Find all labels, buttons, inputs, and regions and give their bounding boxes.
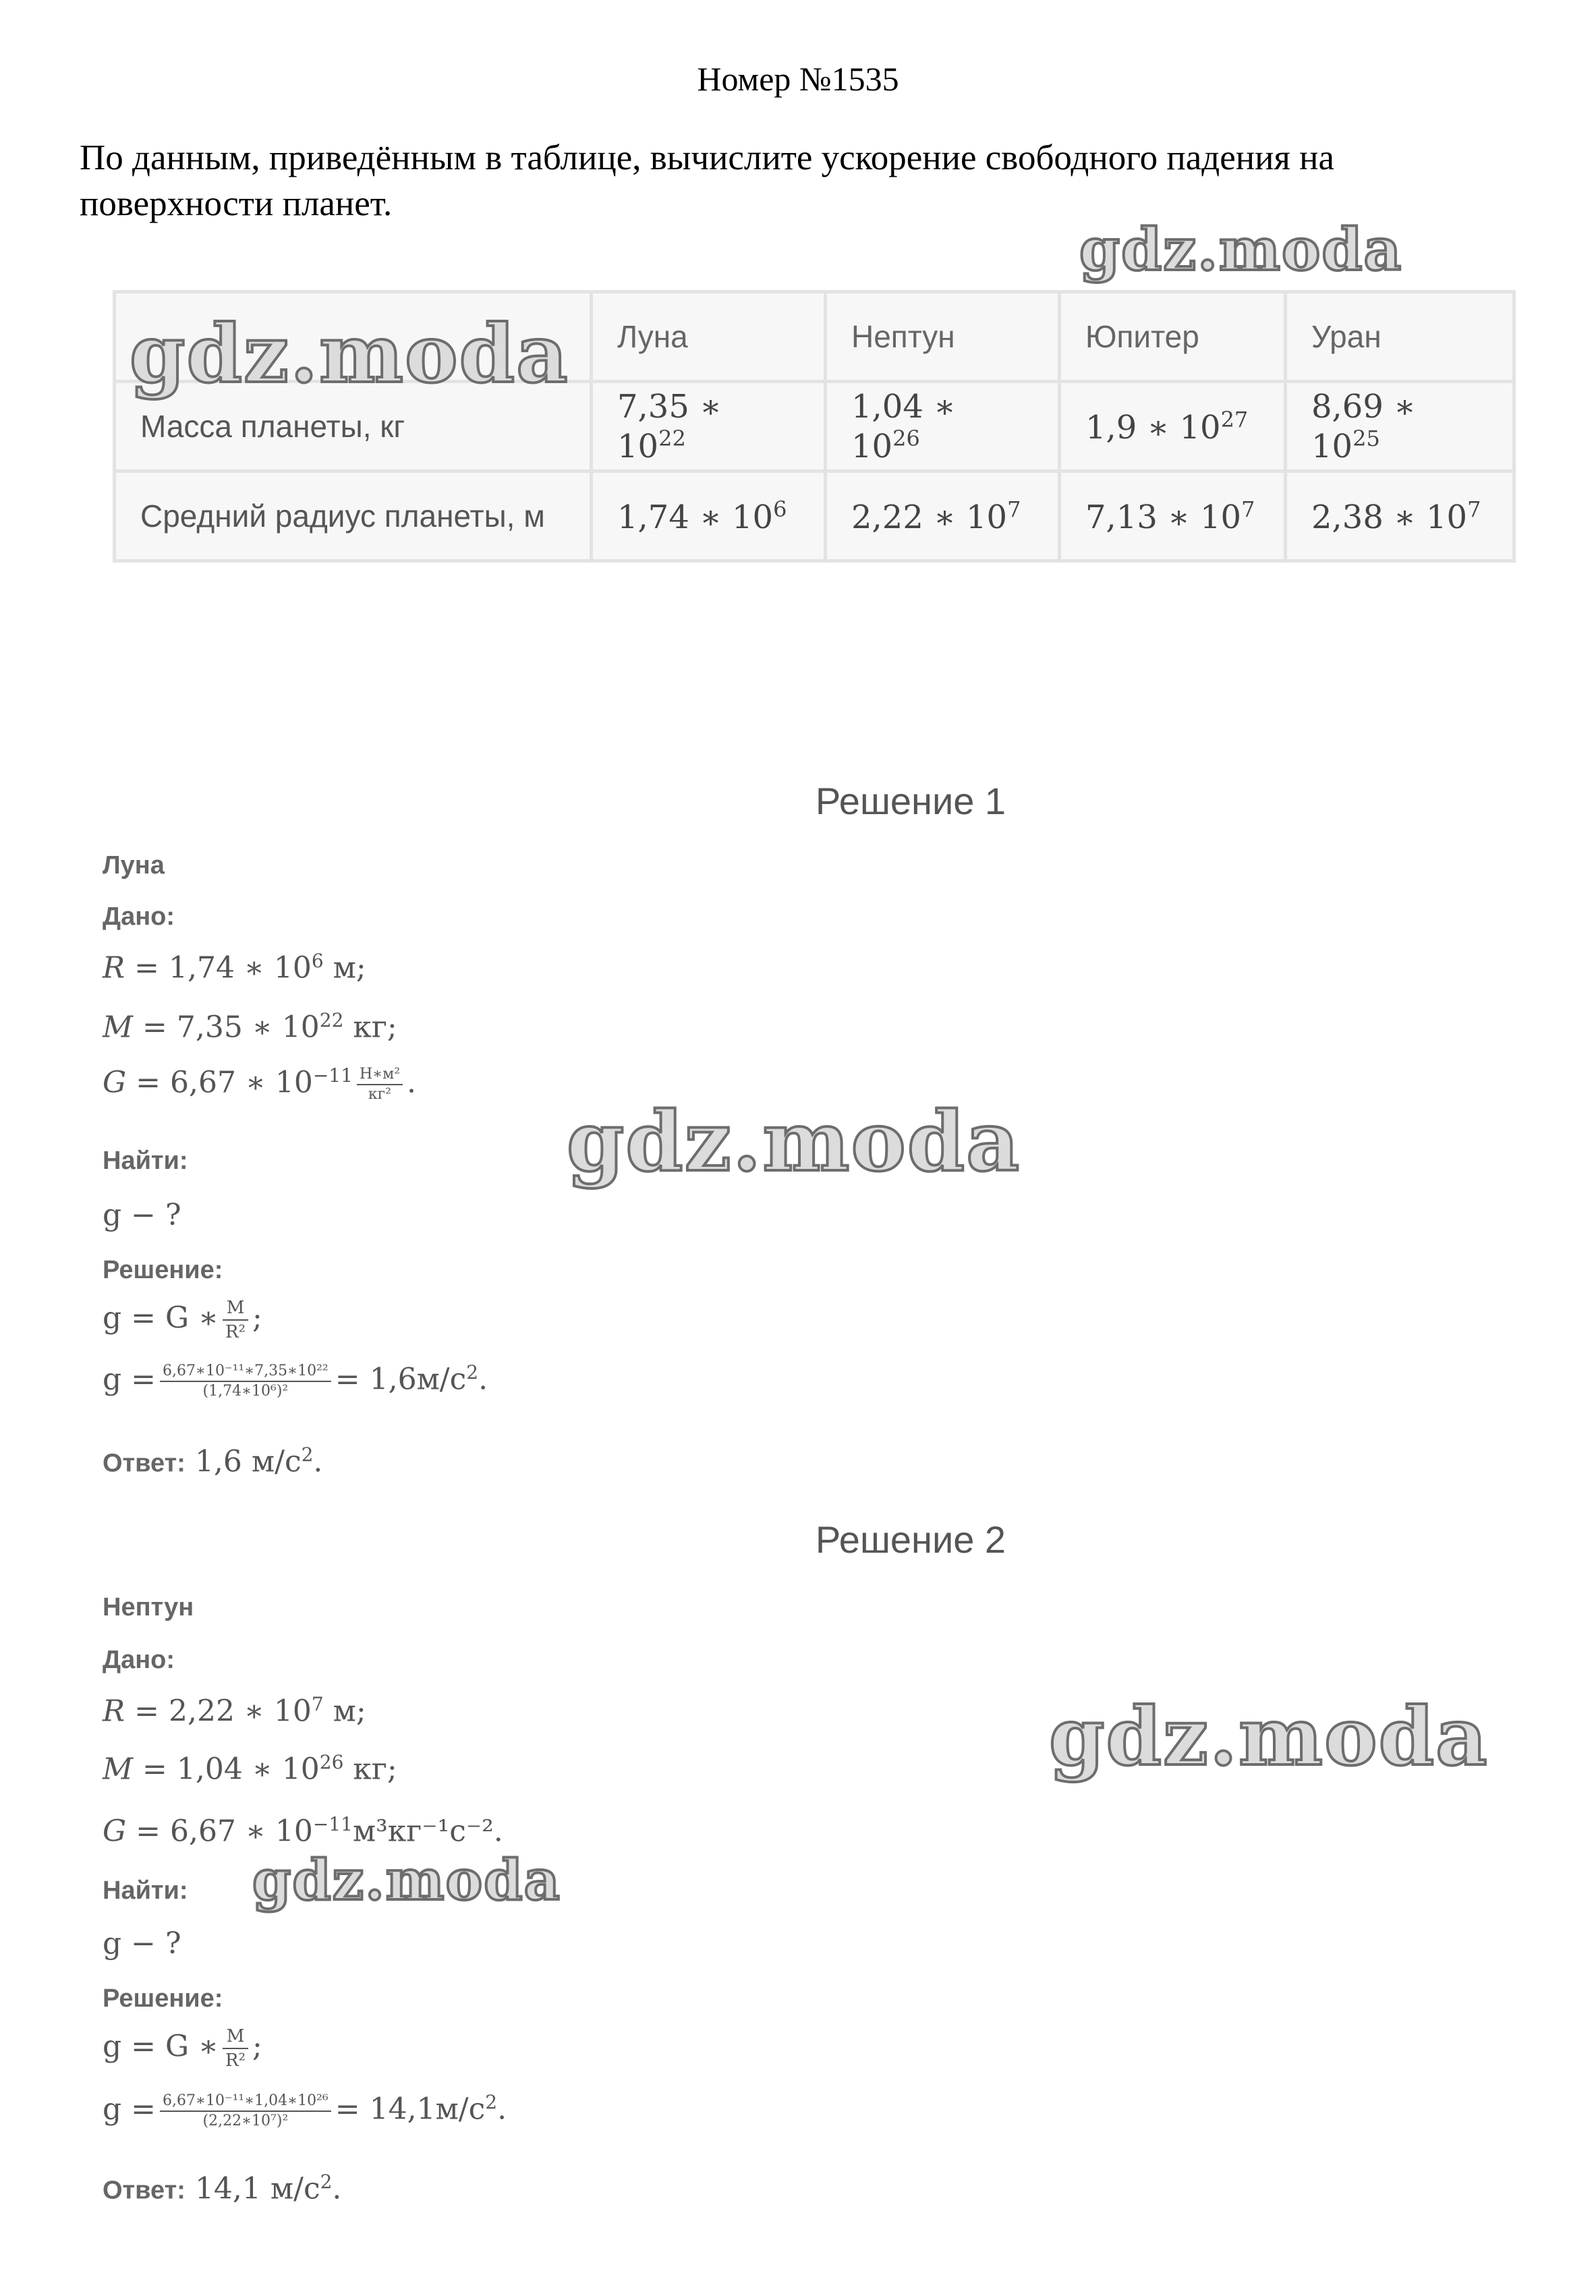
table-cell: 2,22 ∗ $10^7$ <box>826 471 1060 561</box>
gravity-calculation: g = $\frac{\text{6,67∗10⁻¹¹∗1,04∗10²⁶}}{\text{(2,22∗10⁷)²}}$ = $14,1м/с^2$. <box>103 2091 507 2130</box>
table-cell: 8,69 ∗ $10^{25}$ <box>1286 382 1514 471</box>
find-value: g − ? <box>103 1926 181 1961</box>
table-header-cell: Юпитер <box>1060 292 1286 382</box>
solution-1-heading: Решение 1 <box>815 780 1006 822</box>
table-header-cell: Уран <box>1286 292 1514 382</box>
answer-line: Ответ: 1,6 $м/с^2$. <box>103 1443 323 1479</box>
table-row <box>115 471 1514 561</box>
table-cell: 1,9 ∗ $10^{27}$ <box>1060 382 1286 471</box>
row-label: Масса планеты, кг <box>115 382 592 471</box>
solution-1-planet: Луна <box>103 851 165 880</box>
gravity-formula: g = G ∗ $\frac{M}{\text{R²}}$ ; <box>103 1298 262 1342</box>
given-mass: M = 7,35 ∗ $10^{22}$ кг; <box>103 1009 397 1045</box>
watermark: gdz.moda <box>1049 1690 1489 1783</box>
page-title: Номер №1535 <box>697 60 899 98</box>
watermark: gdz.moda <box>252 1848 561 1913</box>
answer-line: Ответ: 14,1 $м/с^2$. <box>103 2171 342 2206</box>
given-radius: R = 1,74 ∗ $10^6$ м; <box>103 950 366 985</box>
table-header-cell: Луна <box>592 292 826 382</box>
solution-2-planet: Нептун <box>103 1593 194 1621</box>
gravity-calculation: g = $\frac{\text{6,67∗10⁻¹¹∗7,35∗10²²}}{\text{(1,74∗10⁶)²}}$ = $1,6м/с^2$. <box>103 1361 488 1400</box>
table-cell: 1,74 ∗ $10^6$ <box>592 471 826 561</box>
watermark: gdz.moda <box>567 1093 1021 1190</box>
given-label: Дано: <box>103 1646 175 1674</box>
given-gravitational-constant: G = 6,67 ∗ $10^{-11}$ $\frac{\text{Н∗м²}}{\text{кг²}}$ . <box>103 1064 417 1103</box>
gravity-formula: g = G ∗ $\frac{M}{\text{R²}}$ ; <box>103 2026 262 2071</box>
find-label: Найти: <box>103 1876 188 1905</box>
watermark: gdz.moda <box>130 307 569 401</box>
watermark: gdz.moda <box>1079 216 1403 284</box>
table-cell: 7,13 ∗ $10^7$ <box>1060 471 1286 561</box>
given-label: Дано: <box>103 902 175 931</box>
table-header-cell: Нептун <box>826 292 1060 382</box>
problem-statement: По данным, приведённым в таблице, вычислите ускорение свободного падения на поверхности планет. <box>80 138 1334 223</box>
given-mass: M = 1,04 ∗ $10^{26}$ кг; <box>103 1751 397 1787</box>
table-cell: 7,35 ∗ $10^{22}$ <box>592 382 826 471</box>
solution-label: Решение: <box>103 1984 223 2013</box>
row-label: Средний радиус планеты, м <box>115 471 592 561</box>
find-value: g − ? <box>103 1198 181 1232</box>
table-cell: 1,04 ∗ $10^{26}$ <box>826 382 1060 471</box>
given-gravitational-constant: G = 6,67 ∗ $10^{-11}м^3кг^{-1}с^{-2}$. <box>103 1813 503 1849</box>
given-radius: R = 2,22 ∗ $10^7$ м; <box>103 1693 366 1729</box>
find-label: Найти: <box>103 1147 188 1175</box>
solution-label: Решение: <box>103 1256 223 1284</box>
solution-2-heading: Решение 2 <box>815 1518 1006 1561</box>
table-cell: 2,38 ∗ $10^7$ <box>1286 471 1514 561</box>
